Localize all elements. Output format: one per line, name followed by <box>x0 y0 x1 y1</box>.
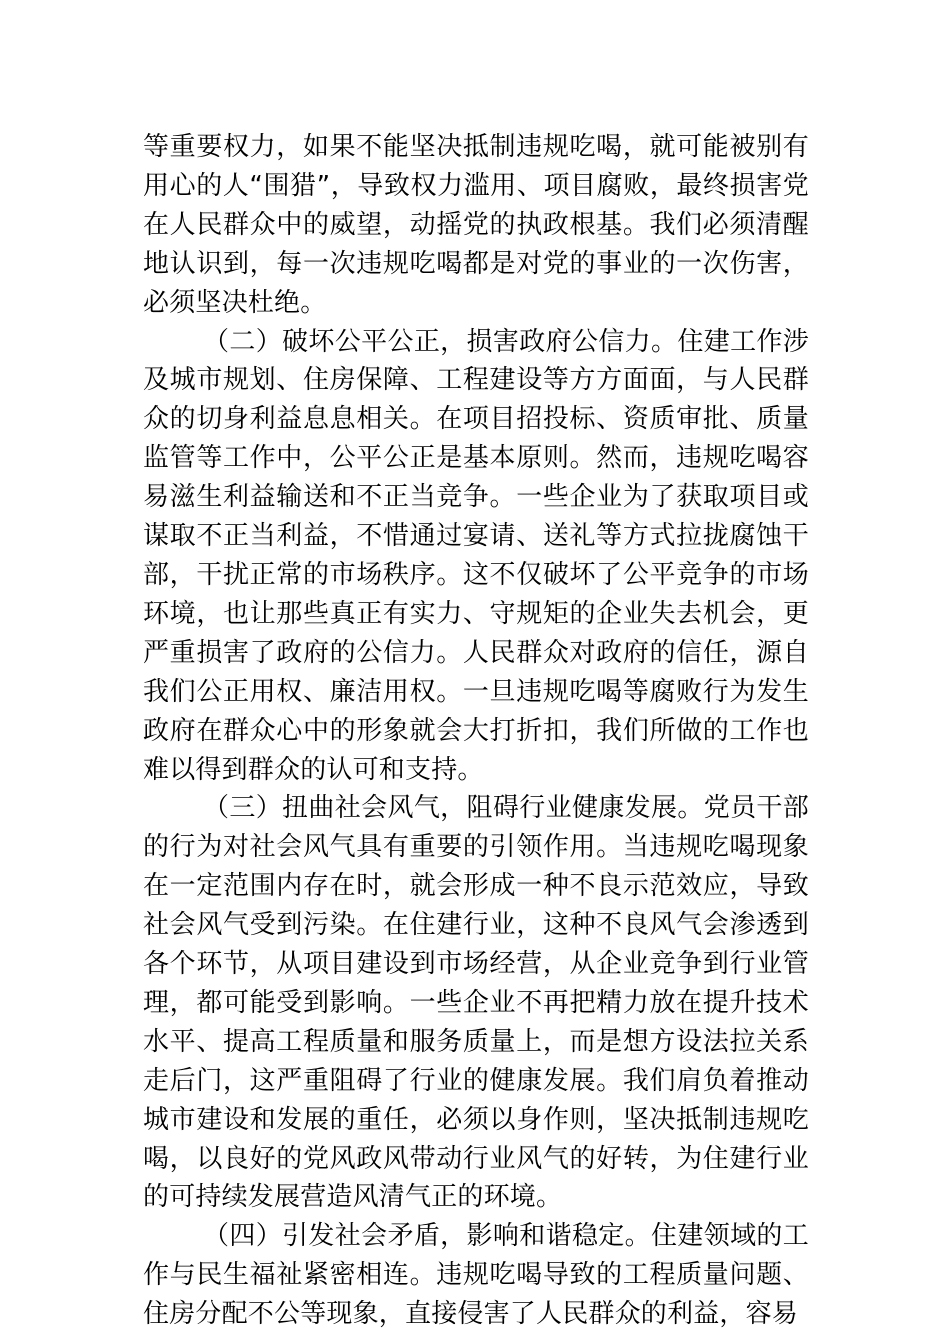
paragraph-section-2: （二）破坏公平公正，损害政府公信力。住建工作涉及城市规划、住房保障、工程建设等方方面面，与人民群众的切身利益息息相关。在项目招投标、资质审批、质量监管等工作中，公平公正是基本原则。然而，违规吃喝容易滋生利益输送和不正当竞争。一些企业为了获取项目或谋取不正当利益，不惜通过宴请、送礼等方式拉拢腐蚀干部，干扰正常的市场秩序。这不仅破坏了公平竞争的市场环境，也让那些真正有实力、守规矩的企业失去机会，更严重损害了政府的公信力。人民群众对政府的信任，源自我们公正用权、廉洁用权。一旦违规吃喝等腐败行为发生政府在群众心中的形象就会大打折扣，我们所做的工作也难以得到群众的认可和支持。 <box>143 326 809 785</box>
paragraph-section-3: （三）扭曲社会风气，阻碍行业健康发展。党员干部的行为对社会风气具有重要的引领作用。当违规吃喝现象在一定范围内存在时，就会形成一种不良示范效应，导致社会风气受到污染。在住建行业，这种不良风气会渗透到各个环节，从项目建设到市场经营，从企业竞争到行业管理，都可能受到影响。一些企业不再把精力放在提升技术水平、提高工程质量和服务质量上，而是想方设法拉关系走后门，这严重阻碍了行业的健康发展。我们肩负着推动城市建设和发展的重任，必须以身作则，坚决抵制违规吃喝，以良好的党风政风带动行业风气的好转，为住建行业的可持续发展营造风清气正的环境。 <box>143 793 809 1213</box>
document-page <box>143 128 809 1334</box>
paragraph-section-4: （四）引发社会矛盾，影响和谐稳定。住建领域的工作与民生福祉紧密相连。违规吃喝导致的工程质量问题、住房分配不公等现象，直接侵害了人民群众的利益，容易 <box>143 1221 809 1330</box>
paragraph-continuation: 等重要权力，如果不能坚决抵制违规吃喝，就可能被别有用心的人“围猎”，导致权力滥用、项目腐败，最终损害党在人民群众中的威望，动摇党的执政根基。我们必须清醒地认识到，每一次违规吃喝都是对党的事业的一次伤害，必须坚决杜绝。 <box>143 132 809 318</box>
